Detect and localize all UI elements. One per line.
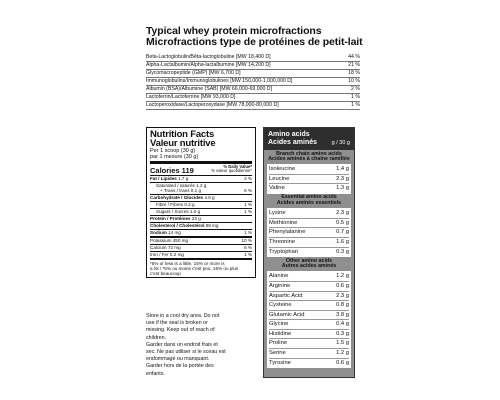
nutrient-row-protein: Protein / Protéines 23 g: [150, 216, 252, 223]
nutrient-row-calcium: Calcium 72 mg 6 %: [150, 244, 252, 250]
amino-row: Serine 1.2 g: [269, 349, 349, 359]
calories-row: [150, 164, 252, 176]
amino-title-en: Amino acids: [268, 131, 310, 138]
amino-row: Leucine 2.3 g: [269, 175, 349, 185]
amino-row: Histidine 0.3 g: [269, 330, 349, 340]
nutrition-facts-panel: [146, 127, 256, 278]
amino-row: Valine 1.3 g: [269, 185, 349, 192]
amino-section-other: [267, 257, 351, 368]
nutrient-row-carbohydrate: Carbohydrate / Glucides 4.5 g: [150, 195, 252, 202]
microfractions-title-fr: Microfractions type de protéines de petit-lait: [146, 36, 363, 48]
nutrient-row-saturated: Saturated / saturés 1.2 g: [156, 182, 207, 188]
serving-size: Per 1 scoop (30 g) par 1 mesure (30 g): [150, 148, 252, 164]
daily-value-footnote: *5% or less is a little, 15% or more is a lot / *5% ou moins c'est peu, 15% ou plus c'est beaucoup: [150, 260, 239, 277]
nutrient-row-fat: Fat / Lipides 1.7 g 2 %: [150, 175, 252, 181]
amino-row: Methionine 0.5 g: [269, 219, 349, 229]
microfraction-row: Glycomacropeptide (GMP) [MW 6,700 D] 18 %: [146, 70, 360, 76]
amino-section-heading: Essential amino acids Acides aminés essentiels: [267, 194, 351, 208]
amino-row: Isoleucine 1.4 g: [269, 165, 349, 175]
amino-row: Glutamic Acid 3.8 g: [269, 311, 349, 321]
microfraction-row: Beta-Lactoglobulin/Bêta-lactoglobuline [MW 18,400 D] 44 %: [146, 54, 360, 60]
amino-row: Lysine 2.3 g: [269, 209, 349, 219]
amino-row: Glycine 0.4 g: [269, 320, 349, 330]
amino-title-fr: Acides aminés: [268, 138, 318, 146]
amino-acids-header: [264, 128, 354, 150]
amino-section-heading: Other amino acids Autres acides aminés: [267, 257, 351, 271]
amino-row: Cysteine 0.8 g: [269, 301, 349, 311]
amino-row: Tryptophan 0.3 g: [269, 248, 349, 255]
nutrient-row-cholesterol: Cholesterol / Cholestérol 88 mg: [150, 223, 252, 230]
microfractions-block: [146, 25, 363, 110]
amino-row: Threonine 1.6 g: [269, 238, 349, 248]
amino-section-branch-chain: [267, 150, 351, 194]
amino-row: Tyrosine 0.6 g: [269, 359, 349, 366]
nutrient-row-iron: Iron / Fer 0.2 mg 1 %: [150, 252, 252, 260]
amino-row: Arginine 0.6 g: [269, 282, 349, 292]
nutrient-row-potassium: Potassium 450 mg 10 %: [150, 237, 252, 243]
nutrient-row-sugars: Sugars / Sucres 1.0 g 1 %: [150, 209, 252, 216]
daily-value-header: % Daily Value* % valeur quotidienne*: [211, 164, 252, 174]
amino-row: Alanine 1.2 g: [269, 272, 349, 282]
nutrient-row-sodium: Sodium 14 mg 1 %: [150, 230, 252, 238]
calories: Calories 119: [150, 165, 194, 175]
microfraction-row: Lactoperoxidase/Lactoperoxydase [MW 78,000-80,000 D] 1 %: [146, 102, 360, 108]
microfractions-title-en: Typical whey protein microfractions: [146, 25, 322, 37]
amino-unit: g / 30 g: [331, 140, 350, 146]
nutrition-title-en: Nutrition Facts: [150, 129, 215, 140]
microfraction-row: Lactoferrin/Lactoferrine [MW 93,000 D] 1 %: [146, 94, 360, 100]
amino-section-heading: Branch chain amino acids Acides aminés à chaîne ramifiée: [267, 150, 351, 164]
nutrient-row-trans: + Trans / trans 0.1 g 6 %: [150, 188, 252, 195]
amino-section-essential: [267, 194, 351, 257]
amino-acids-panel: [263, 127, 355, 378]
microfraction-row: Albumin (BSA)/Albumine (SAB) [MW 66,000-69,000 D] 2 %: [146, 86, 360, 92]
microfraction-row: Immunoglobulins/Immunoglobulines [MW 150,000-1,000,000 D] 10 %: [146, 78, 360, 84]
microfractions-list: [146, 54, 360, 110]
microfraction-row: Alpha-Lactalbumin/Alpha-lactalbumine [MW 14,200 D] 21 %: [146, 62, 360, 68]
storage-instructions: Store in a cool dry area. Do not use if the seal is broken or missing. Keep out of reach of children. Garder dans un endroit frais et sec. Ne pas utiliser si le sceau est endommagé ou manquant. Garder hors de la portée des enfants.: [146, 313, 226, 377]
nutrient-row-fibre: Fibre / Fibres 0.3 g 1 %: [150, 202, 252, 209]
amino-row: Aspartic Acid 2.3 g: [269, 292, 349, 302]
nutrition-title-fr: Valeur nutritive: [150, 138, 216, 149]
amino-row: Proline 1.5 g: [269, 339, 349, 349]
amino-row: Phenylalanine 0.7 g: [269, 228, 349, 238]
